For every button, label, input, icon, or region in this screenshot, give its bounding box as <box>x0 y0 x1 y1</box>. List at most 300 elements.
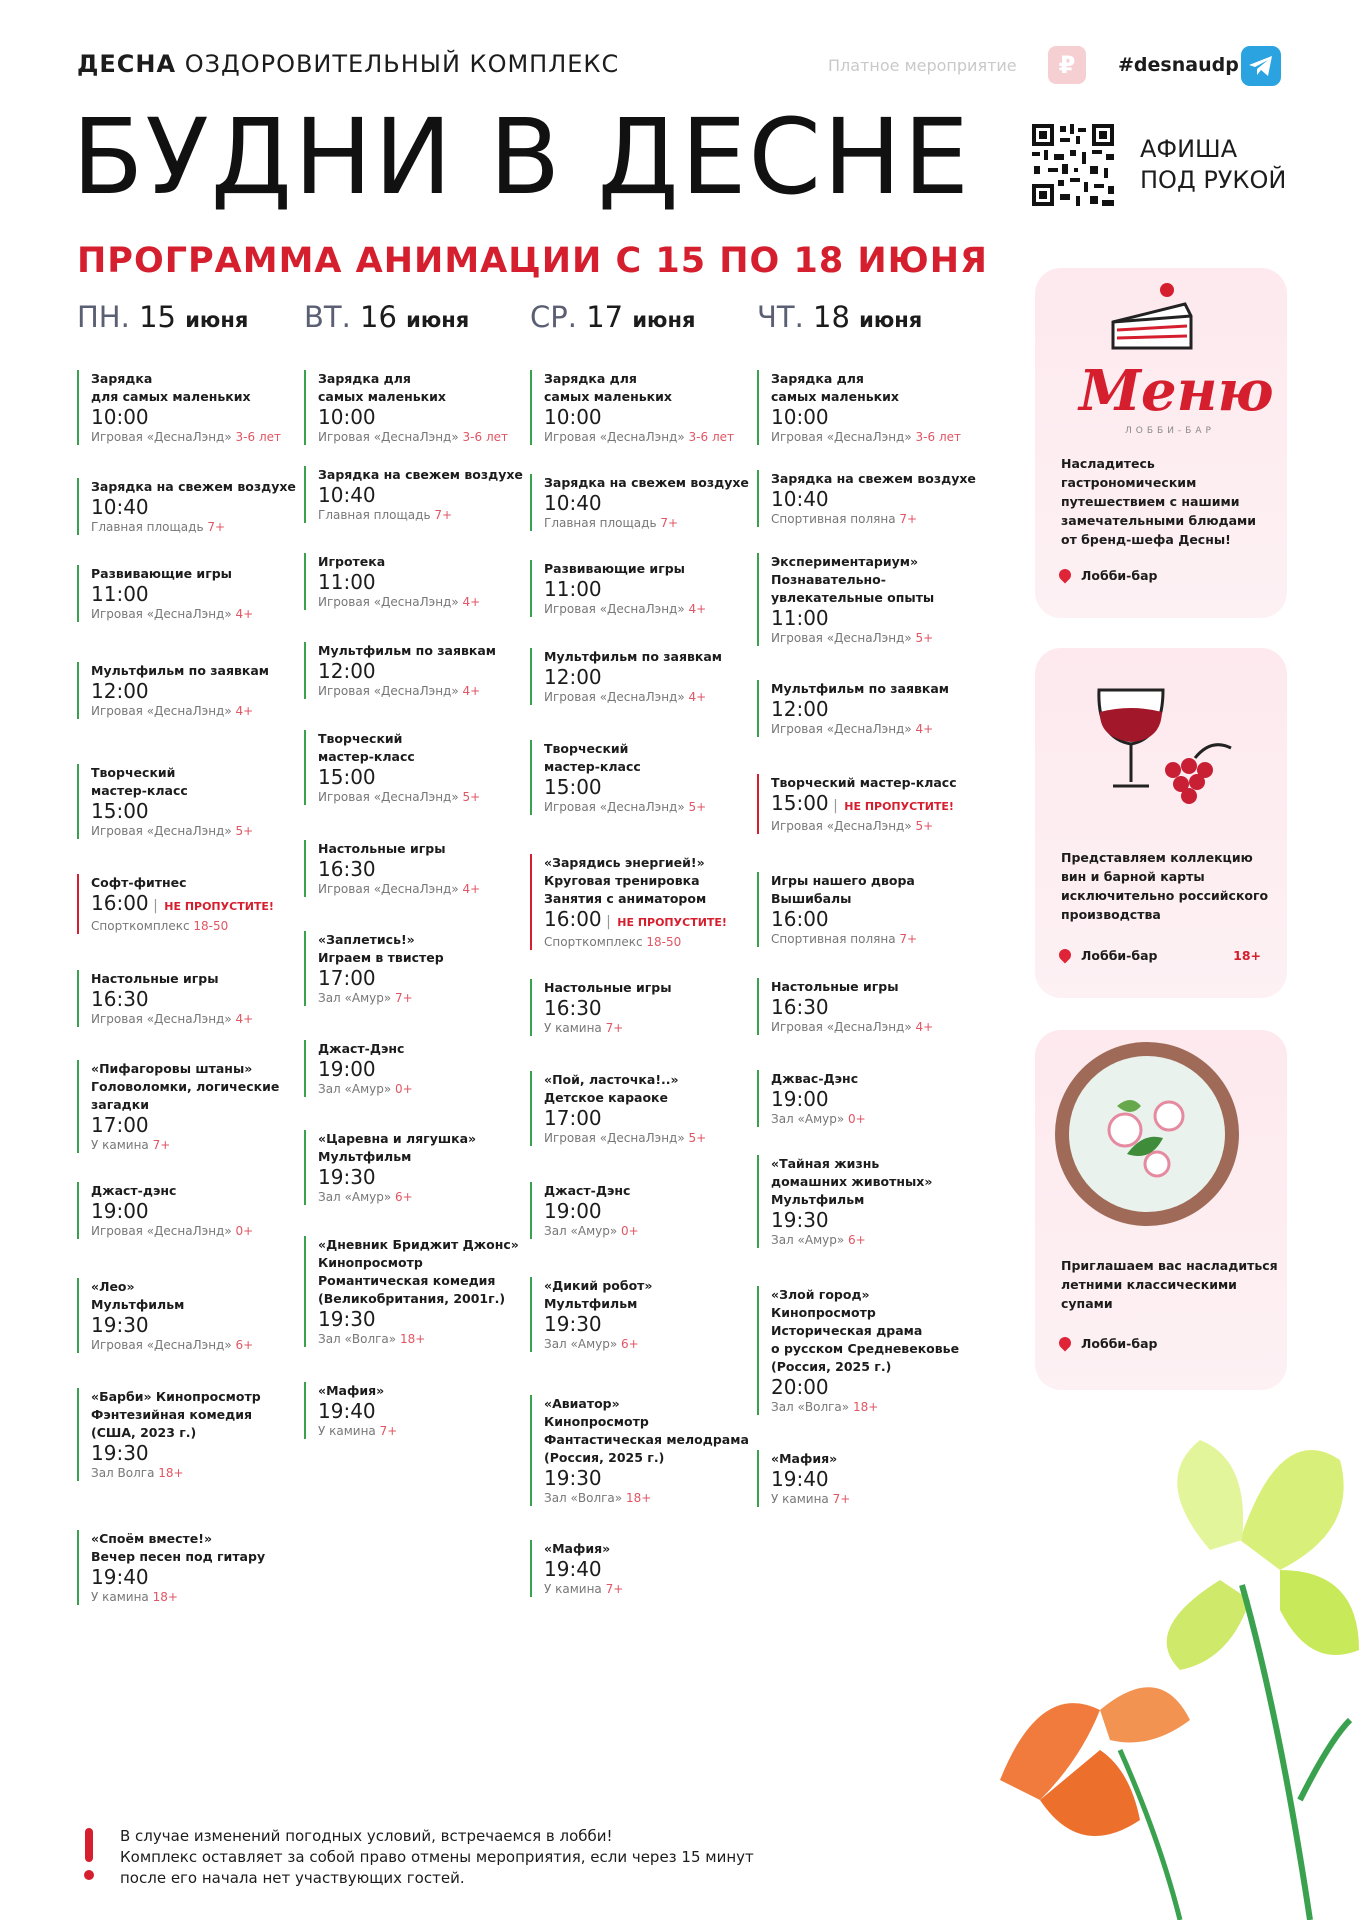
event-title: Творческий мастер-класс <box>318 731 415 764</box>
event-time-row <box>771 908 991 931</box>
event-age: 18+ <box>158 1466 184 1480</box>
event-title: Зарядка для самых маленьких <box>544 371 672 404</box>
event-time-row <box>544 1467 764 1490</box>
event-location: Зал «Волга» <box>771 1400 850 1414</box>
event-location: У камина <box>544 1582 602 1596</box>
event-age: 4+ <box>462 882 481 896</box>
event-item <box>304 553 538 610</box>
wine-card-location: Лобби-бар <box>1059 948 1157 963</box>
event-age: 7+ <box>379 1424 398 1438</box>
event-age: 6+ <box>395 1190 413 1204</box>
event-time-row <box>318 660 538 683</box>
event-time: 10:00 <box>318 405 376 429</box>
event-age: 5+ <box>235 824 254 838</box>
wine-card[interactable] <box>1035 648 1287 998</box>
event-time-row <box>91 1114 311 1137</box>
event-time-row <box>318 1400 538 1423</box>
event-title: «Споём вместе!» Вечер песен под гитару <box>91 1531 266 1564</box>
event-location: Игровая «ДеснаЛэнд» <box>544 800 685 814</box>
event-location-row <box>771 1399 991 1415</box>
event-time-row <box>91 1442 311 1465</box>
event-time: 19:00 <box>544 1199 602 1223</box>
event-time-row <box>318 858 538 881</box>
event-item <box>757 1450 991 1507</box>
event-location: Игровая «ДеснаЛэнд» <box>318 595 459 609</box>
qr-code-icon[interactable] <box>1030 122 1116 208</box>
event-title: Зарядка на свежем воздухе <box>771 471 976 486</box>
event-age: 7+ <box>605 1582 624 1596</box>
event-age: 18+ <box>399 1332 426 1346</box>
day-header-tue: ВТ. 16 июня <box>304 300 470 334</box>
event-title: Зарядка на свежем воздухе <box>544 475 749 490</box>
event-time: 19:30 <box>544 1312 602 1336</box>
dont-miss-badge: НЕ ПРОПУСТИТЕ! <box>617 916 727 929</box>
event-location: Спорткомплекс <box>91 919 190 933</box>
event-location-row <box>771 511 991 527</box>
event-item <box>77 1060 311 1153</box>
event-age: 4+ <box>235 1012 254 1026</box>
event-item <box>77 970 311 1027</box>
event-time: 10:40 <box>318 483 376 507</box>
event-time: 19:40 <box>771 1467 829 1491</box>
event-location: Игровая «ДеснаЛэнд» <box>318 790 459 804</box>
menu-card-text: Насладитесь гастрономическим путешествием с нашими замечательными блюдами от бренд-шефа Десны! <box>1061 456 1257 547</box>
event-item <box>530 854 764 950</box>
event-time: 15:00 <box>318 765 376 789</box>
event-title: Зарядка для самых маленьких <box>91 371 251 404</box>
event-time-row <box>771 996 991 1019</box>
event-time: 10:40 <box>544 491 602 515</box>
event-age: 18+ <box>852 1400 879 1414</box>
event-time: 19:30 <box>91 1313 149 1337</box>
wine-card-age: 18+ <box>1233 948 1261 963</box>
event-item <box>757 470 991 527</box>
event-location-row <box>771 1019 991 1035</box>
event-title: «Зарядись энергией!» Круговая тренировка Занятия с аниматором <box>544 855 707 906</box>
location-pin-icon <box>1057 947 1074 964</box>
paid-event-label: Платное мероприятие <box>828 56 1017 75</box>
event-location: У камина <box>318 1424 376 1438</box>
event-time: 19:30 <box>544 1466 602 1490</box>
event-location: Игровая «ДеснаЛэнд» <box>91 824 232 838</box>
event-item <box>77 662 311 719</box>
event-age: 6+ <box>235 1338 254 1352</box>
event-time: 11:00 <box>544 577 602 601</box>
event-time-row <box>91 1200 311 1223</box>
event-location: У камина <box>544 1021 602 1035</box>
event-time-row <box>771 406 991 429</box>
event-location-row <box>91 1465 311 1481</box>
event-location-row <box>318 594 538 610</box>
event-title: «Тайная жизнь домашних животных» Мультфильм <box>771 1156 933 1207</box>
event-time-row <box>544 908 764 934</box>
event-age: 5+ <box>688 800 707 814</box>
event-time-row <box>318 484 538 507</box>
day-header-wed: СР. 17 июня <box>530 300 696 334</box>
footer-notice: В случае изменений погодных условий, встречаемся в лобби! Комплекс оставляет за собой право отмены мероприятия, если через 15 минут после его начала нет участвующих гостей. <box>120 1827 754 1887</box>
event-age: 7+ <box>899 932 918 946</box>
event-time: 11:00 <box>318 570 376 594</box>
event-time-row <box>544 1200 764 1223</box>
event-title: «Лео» Мультфильм <box>91 1279 185 1312</box>
event-location-row <box>544 689 764 705</box>
event-title: Мультфильм по заявкам <box>91 663 270 678</box>
event-title: Творческий мастер-класс <box>544 741 641 774</box>
event-location-row <box>318 1331 538 1347</box>
event-location-row <box>544 1020 764 1036</box>
event-item <box>757 978 991 1035</box>
event-time: 16:30 <box>544 996 602 1020</box>
day-header-thu: ЧТ. 18 июня <box>757 300 923 334</box>
event-location-row <box>318 1423 538 1439</box>
event-time-row <box>544 406 764 429</box>
event-location-row <box>91 519 311 535</box>
event-item <box>757 1070 991 1127</box>
event-age: 0+ <box>235 1224 254 1238</box>
event-title: Экспериментариум» Познавательно- увлекательные опыты <box>771 554 935 605</box>
event-time: 15:00 <box>771 791 829 815</box>
event-time: 12:00 <box>544 665 602 689</box>
event-time: 11:00 <box>91 582 149 606</box>
event-location-row <box>771 1491 991 1507</box>
event-location: Главная площадь <box>91 520 204 534</box>
event-item <box>77 1278 311 1353</box>
event-time: 19:00 <box>318 1057 376 1081</box>
event-time-row <box>91 583 311 606</box>
event-time-row <box>544 1558 764 1581</box>
event-item <box>304 1236 538 1347</box>
event-title: «Царевна и лягушка» Мультфильм <box>318 1131 477 1164</box>
event-age: 7+ <box>832 1492 851 1506</box>
event-item <box>530 560 764 617</box>
event-age: 4+ <box>915 1020 934 1034</box>
event-item <box>530 1540 764 1597</box>
event-item <box>757 872 991 947</box>
event-item <box>530 1277 764 1352</box>
event-time-row <box>91 988 311 1011</box>
event-location-row <box>318 683 538 699</box>
event-time: 16:30 <box>91 987 149 1011</box>
event-location: Зал «Амур» <box>318 1190 392 1204</box>
location-pin-icon <box>1057 567 1074 584</box>
soup-card[interactable] <box>1035 1030 1287 1390</box>
event-item <box>77 1388 311 1481</box>
event-location-row <box>544 1490 764 1506</box>
dont-miss-badge: НЕ ПРОПУСТИТЕ! <box>164 900 274 913</box>
event-location-row <box>771 1111 991 1127</box>
event-time-row <box>91 680 311 703</box>
event-location: Зал «Амур» <box>318 991 392 1005</box>
event-time: 10:40 <box>771 487 829 511</box>
event-age: 7+ <box>605 1021 624 1035</box>
event-location: Игровая «ДеснаЛэнд» <box>771 722 912 736</box>
event-item <box>77 565 311 622</box>
event-location-row <box>91 1589 311 1605</box>
event-age: 7+ <box>152 1138 171 1152</box>
event-age: 4+ <box>688 602 707 616</box>
event-location: Игровая «ДеснаЛэнд» <box>544 430 685 444</box>
event-time: 19:30 <box>318 1165 376 1189</box>
event-location: Игровая «ДеснаЛэнд» <box>771 430 912 444</box>
event-location-row <box>544 515 764 531</box>
event-location: Зал «Волга» <box>318 1332 397 1346</box>
event-title: Настольные игры <box>91 971 219 986</box>
event-time: 16:00 <box>91 891 149 915</box>
event-location: Игровая «ДеснаЛэнд» <box>318 882 459 896</box>
event-location-row <box>544 1130 764 1146</box>
event-item <box>304 642 538 699</box>
event-location-row <box>318 429 538 445</box>
event-time-row <box>318 1308 538 1331</box>
hashtag[interactable]: #desnaudp <box>1118 54 1239 76</box>
event-location: Игровая «ДеснаЛэнд» <box>544 690 685 704</box>
event-title: Джаст-дэнс <box>91 1183 177 1198</box>
dont-miss-badge: НЕ ПРОПУСТИТЕ! <box>844 800 954 813</box>
event-time-row <box>544 1313 764 1336</box>
event-age: 18-50 <box>193 919 229 933</box>
event-location-row <box>771 721 991 737</box>
separator: | <box>148 898 163 914</box>
event-location-row <box>544 601 764 617</box>
event-age: 18+ <box>152 1590 178 1604</box>
event-location: У камина <box>771 1492 829 1506</box>
event-location: Зал «Амур» <box>318 1082 392 1096</box>
event-age: 5+ <box>915 819 934 833</box>
event-location-row <box>91 918 311 934</box>
soup-card-location: Лобби-бар <box>1059 1336 1157 1351</box>
event-location-row <box>91 429 311 445</box>
event-time: 16:00 <box>544 907 602 931</box>
event-time-row <box>318 967 538 990</box>
event-title: Настольные игры <box>544 980 672 995</box>
event-location: Игровая «ДеснаЛэнд» <box>544 602 685 616</box>
event-title: «Авиатор» Кинопросмотр Фантастическая мелодрама (Россия, 2025 г.) <box>544 1396 749 1465</box>
event-location-row <box>318 1081 538 1097</box>
event-location: Зал «Амур» <box>544 1337 618 1351</box>
event-item <box>530 1182 764 1239</box>
event-item <box>77 370 311 445</box>
event-time: 19:00 <box>771 1087 829 1111</box>
event-title: «Мафия» <box>544 1541 611 1556</box>
soup-bowl-icon <box>1047 1034 1247 1234</box>
telegram-icon[interactable] <box>1241 46 1281 86</box>
event-location-row <box>544 1336 764 1352</box>
event-time-row <box>771 1376 991 1399</box>
event-location: Зал Волга <box>91 1466 155 1480</box>
event-age: 5+ <box>915 631 934 645</box>
event-time-row <box>318 1166 538 1189</box>
event-location: Зал «Амур» <box>771 1112 845 1126</box>
event-location-row <box>771 818 991 834</box>
event-location: Игровая «ДеснаЛэнд» <box>771 631 912 645</box>
event-age: 7+ <box>434 508 453 522</box>
event-time-row <box>318 571 538 594</box>
event-age: 4+ <box>235 704 254 718</box>
event-time: 17:00 <box>91 1113 149 1137</box>
event-time-row <box>544 776 764 799</box>
event-time: 19:30 <box>771 1208 829 1232</box>
event-time-row <box>771 698 991 721</box>
event-time: 12:00 <box>771 697 829 721</box>
event-title: Джвас-Дэнс <box>771 1071 859 1086</box>
program-subtitle: ПРОГРАММА АНИМАЦИИ С 15 ПО 18 ИЮНЯ <box>77 241 988 281</box>
menu-card[interactable] <box>1035 268 1287 618</box>
event-location: Игровая «ДеснаЛэнд» <box>318 684 459 698</box>
event-item <box>77 874 311 934</box>
event-time-row <box>771 792 991 818</box>
event-age: 7+ <box>207 520 226 534</box>
event-title: «Дневник Бриджит Джонс» Кинопросмотр Романтическая комедия (Великобритания, 2001г.) <box>318 1237 519 1306</box>
event-title: Настольные игры <box>318 841 446 856</box>
event-title: Мультфильм по заявкам <box>771 681 950 696</box>
event-time-row <box>91 800 311 823</box>
event-title: «Дикий робот» Мультфильм <box>544 1278 653 1311</box>
event-time: 10:40 <box>91 495 149 519</box>
event-title: Мультфильм по заявкам <box>544 649 723 664</box>
event-time: 16:00 <box>771 907 829 931</box>
event-time-row <box>544 666 764 689</box>
event-time: 16:30 <box>771 995 829 1019</box>
event-time: 16:30 <box>318 857 376 881</box>
event-age: 4+ <box>462 684 481 698</box>
event-age: 18-50 <box>646 935 682 949</box>
event-location: Спортивная поляна <box>771 932 896 946</box>
event-title: Игротека <box>318 554 386 569</box>
event-time: 15:00 <box>91 799 149 823</box>
event-location: Игровая «ДеснаЛэнд» <box>91 1224 232 1238</box>
event-age: 6+ <box>848 1233 866 1247</box>
event-title: «Злой город» Кинопросмотр Историческая драма о русском Средневековье (Россия, 2025 г.) <box>771 1287 960 1374</box>
event-title: Софт-фитнес <box>91 875 187 890</box>
page-title: БУДНИ В ДЕСНЕ <box>72 96 971 218</box>
event-age: 0+ <box>848 1112 866 1126</box>
event-location: У камина <box>91 1138 149 1152</box>
event-item <box>304 1382 538 1439</box>
event-time-row <box>771 488 991 511</box>
event-title: Игры нашего двора Вышибалы <box>771 873 915 906</box>
warning-icon <box>85 1828 93 1862</box>
event-age: 3-6 лет <box>688 430 734 444</box>
event-location-row <box>771 630 991 646</box>
event-item <box>530 1071 764 1146</box>
event-time-row <box>771 1088 991 1111</box>
event-title: Зарядка на свежем воздухе <box>91 479 296 494</box>
event-location: Зал «Амур» <box>544 1224 618 1238</box>
event-title: «Заплетись!» Играем в твистер <box>318 932 444 965</box>
event-age: 5+ <box>462 790 481 804</box>
event-item <box>530 648 764 705</box>
event-title: Зарядка на свежем воздухе <box>318 467 523 482</box>
event-time: 19:40 <box>544 1557 602 1581</box>
separator: | <box>601 914 616 930</box>
event-age: 3-6 лет <box>915 430 961 444</box>
event-time: 12:00 <box>318 659 376 683</box>
event-time: 11:00 <box>771 606 829 630</box>
event-age: 4+ <box>462 595 481 609</box>
event-item <box>304 1130 538 1205</box>
event-title: Творческий мастер-класс <box>91 765 188 798</box>
event-time-row <box>771 1209 991 1232</box>
event-age: 7+ <box>395 991 413 1005</box>
event-time: 10:00 <box>91 405 149 429</box>
soup-card-text: Приглашаем вас насладиться летними классическими супами <box>1061 1258 1278 1311</box>
event-time: 17:00 <box>544 1106 602 1130</box>
event-time: 17:00 <box>318 966 376 990</box>
event-location: Главная площадь <box>544 516 657 530</box>
flower-illustration <box>980 1420 1359 1920</box>
brand-bold: ДЕСНА <box>77 50 177 78</box>
separator: | <box>828 798 843 814</box>
event-time-row <box>318 1058 538 1081</box>
event-item <box>304 730 538 805</box>
event-item <box>304 1040 538 1097</box>
event-time: 20:00 <box>771 1375 829 1399</box>
event-item <box>77 1530 311 1605</box>
location-pin-icon <box>1057 1335 1074 1352</box>
event-location-row <box>771 1232 991 1248</box>
event-location-row <box>91 1337 311 1353</box>
event-age: 0+ <box>395 1082 413 1096</box>
wine-grapes-icon <box>1091 678 1241 808</box>
event-location: Игровая «ДеснаЛэнд» <box>91 607 232 621</box>
event-location-row <box>318 789 538 805</box>
event-time-row <box>544 1107 764 1130</box>
menu-subtitle: ЛОББИ-БАР <box>1125 426 1215 436</box>
event-time: 19:40 <box>318 1399 376 1423</box>
event-time-row <box>544 492 764 515</box>
event-title: Творческий мастер-класс <box>771 775 957 790</box>
event-title: Джаст-Дэнс <box>318 1041 405 1056</box>
event-location-row <box>318 881 538 897</box>
brand-title <box>77 50 619 78</box>
event-time: 10:00 <box>771 405 829 429</box>
event-age: 3-6 лет <box>235 430 281 444</box>
event-location: Главная площадь <box>318 508 431 522</box>
event-item <box>530 370 764 445</box>
event-location-row <box>91 1137 311 1153</box>
event-location-row <box>544 799 764 815</box>
event-time-row <box>91 1566 311 1589</box>
event-age: 0+ <box>621 1224 639 1238</box>
event-location: Игровая «ДеснаЛэнд» <box>91 1012 232 1026</box>
event-title: Развивающие игры <box>91 566 232 581</box>
event-location: Спортивная поляна <box>771 512 896 526</box>
event-location-row <box>91 1011 311 1027</box>
event-item <box>757 680 991 737</box>
event-location: Игровая «ДеснаЛэнд» <box>91 430 232 444</box>
menu-card-location: Лобби-бар <box>1059 568 1157 583</box>
event-item <box>304 466 538 523</box>
event-time: 19:30 <box>318 1307 376 1331</box>
event-age: 4+ <box>915 722 934 736</box>
event-time: 19:00 <box>91 1199 149 1223</box>
event-location-row <box>91 1223 311 1239</box>
event-location-row <box>544 1581 764 1597</box>
menu-title: Меню <box>1079 358 1274 424</box>
event-age: 7+ <box>660 516 679 530</box>
event-location: Игровая «ДеснаЛэнд» <box>771 1020 912 1034</box>
event-title: Мультфильм по заявкам <box>318 643 497 658</box>
wine-card-text: Представляем коллекцию вин и барной карты исключительно российского производства <box>1061 850 1269 922</box>
event-location-row <box>91 606 311 622</box>
event-item <box>757 774 991 834</box>
event-title: «Пой, ласточка!..» Детское караоке <box>544 1072 679 1105</box>
event-time-row <box>544 997 764 1020</box>
event-location-row <box>544 934 764 950</box>
event-title: «Барби» Кинопросмотр Фэнтезийная комедия (США, 2023 г.) <box>91 1389 261 1440</box>
event-time: 12:00 <box>91 679 149 703</box>
event-time-row <box>91 892 311 918</box>
